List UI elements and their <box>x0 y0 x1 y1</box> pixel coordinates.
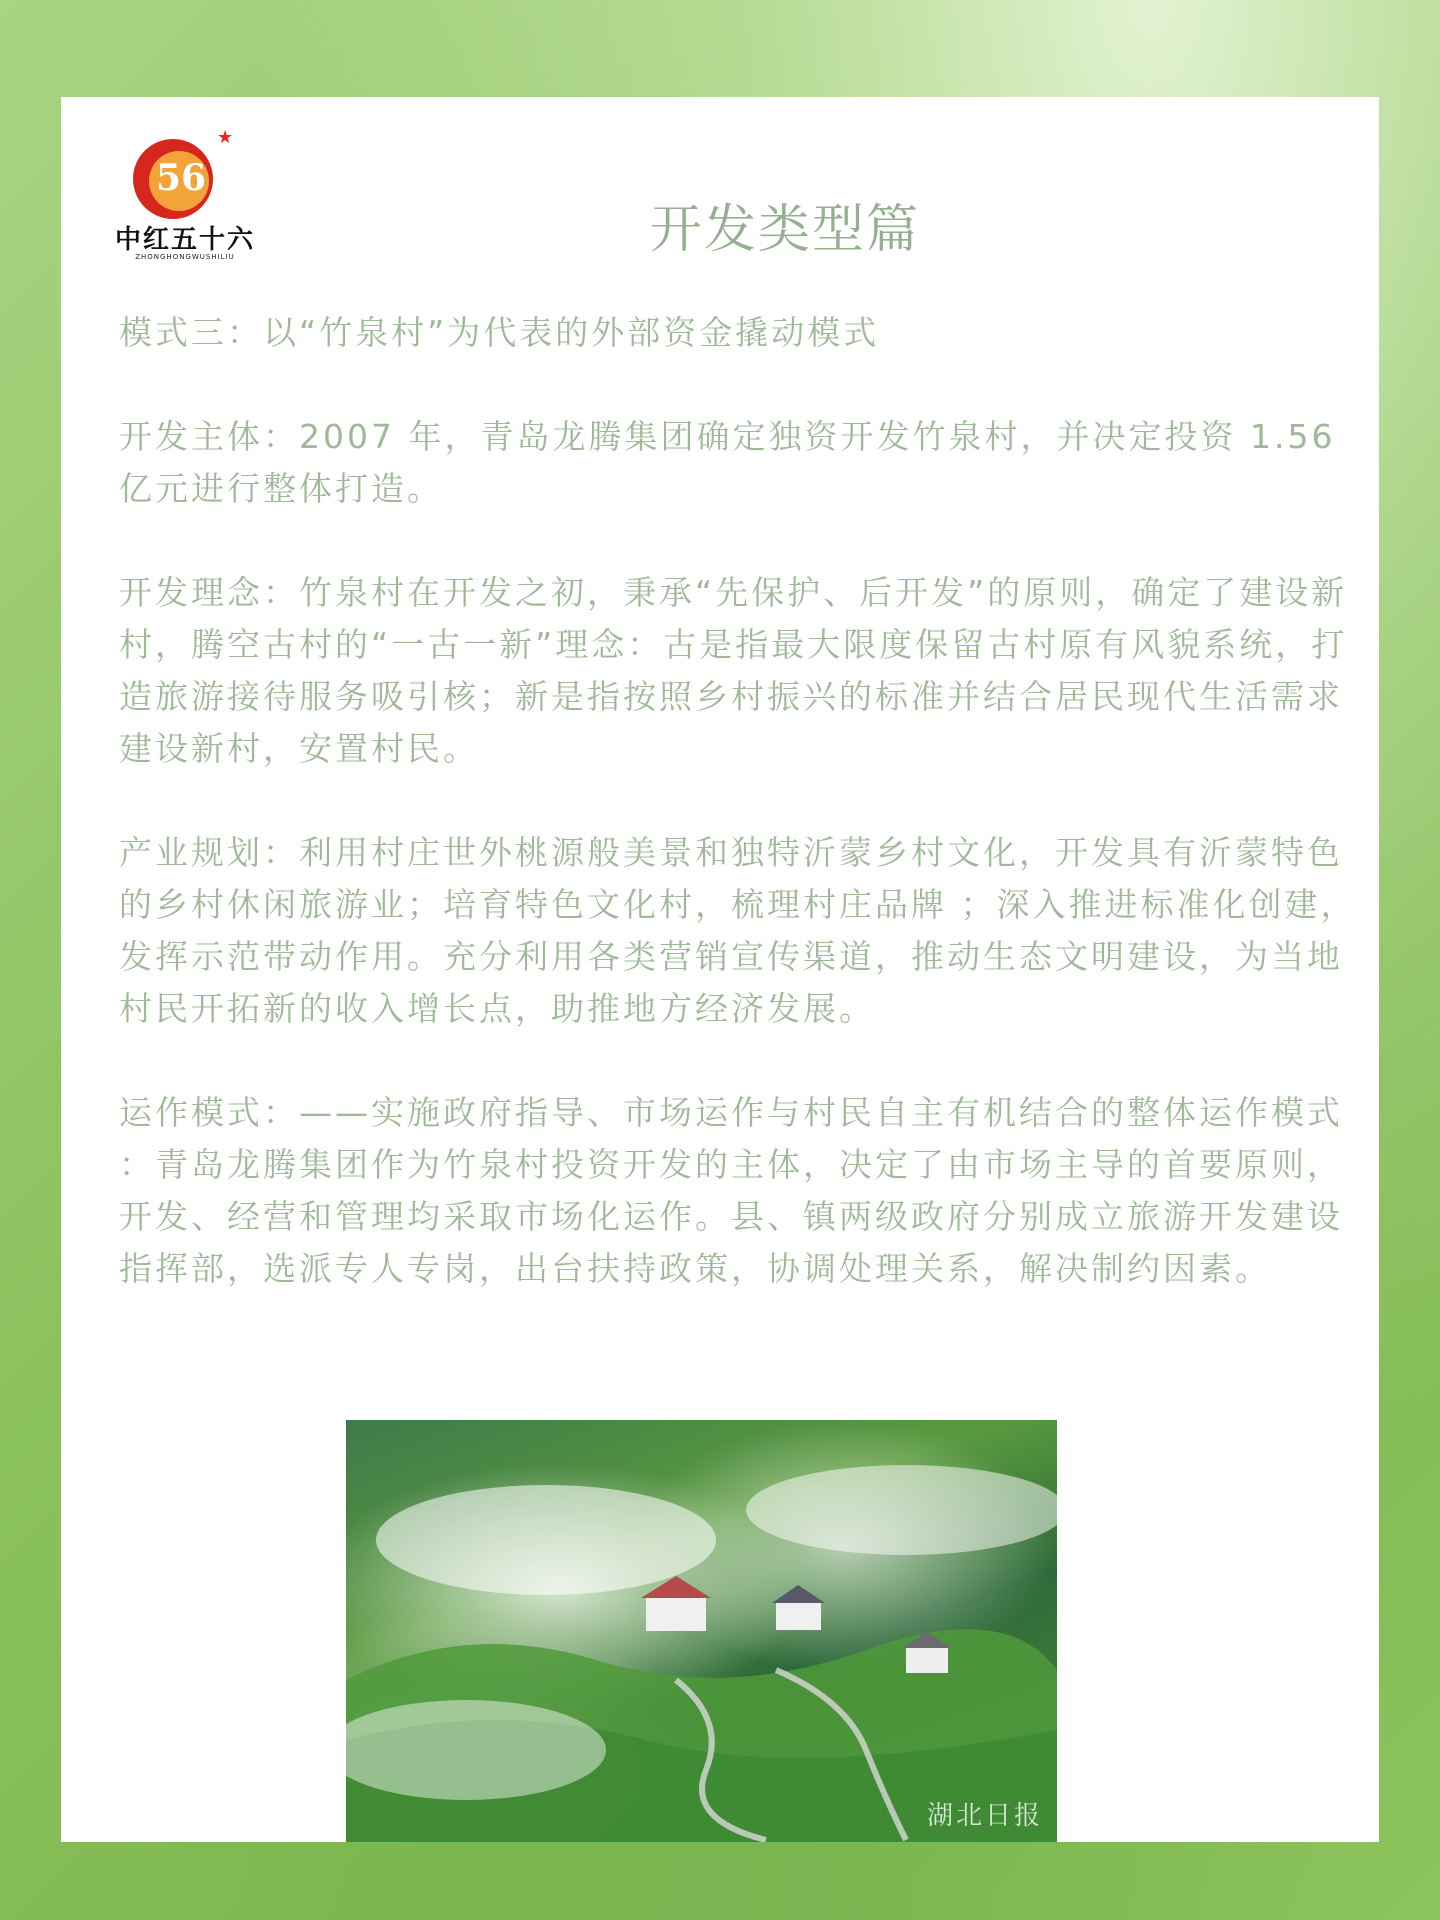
logo-number: 56 <box>155 157 207 199</box>
paragraph-concept: 开发理念：竹泉村在开发之初，秉承“先保护、后开发”的原则，确定了建设新村，腾空古村的“一古一新”理念：古是指最大限度保留古村原有风貌系统，打造旅游接待服务吸引核；新是指按照乡村振兴的标准并结合居民现代生活需求建设新村，安置村民。 <box>119 573 1348 768</box>
village-photo <box>346 1420 1057 1842</box>
star-icon: ★ <box>217 127 234 148</box>
page-title: 开发类型篇 <box>649 200 920 260</box>
paragraph-mode: 模式三：以“竹泉村”为代表的外部资金撬动模式 <box>119 313 880 352</box>
article-body <box>119 307 1359 1347</box>
paragraph-operation: 运作模式：——实施政府指导、市场运作与村民自主有机结合的整体运作模式 ：青岛龙腾集团作为竹泉村投资开发的主体，决定了由市场主导的首要原则，开发、经营和管理均采取市场化运作。县、镇两级政府分别成立旅游开发建设指挥部，选派专人专岗，出台扶持政策，协调处理关系，解决制约因素。 <box>119 1093 1343 1288</box>
photo-illustration <box>346 1420 1057 1842</box>
logo-subtitle: ZHONGHONGWUSHILIU <box>135 253 235 261</box>
logo-name: 中红五十六 <box>114 225 255 255</box>
paragraph-industry: 产业规划：利用村庄世外桃源般美景和独特沂蒙乡村文化，开发具有沂蒙特色的乡村休闲旅游业；培育特色文化村，梳理村庄品牌 ；深入推进标准化创建，发挥示范带动作用。充分利用各类营销宣传渠道，推动生态文明建设，为当地村民开拓新的收入增长点，助推地方经济发展。 <box>119 833 1357 1028</box>
paragraph-subject: 开发主体：2007 年，青岛龙腾集团确定独资开发竹泉村，并决定投资 1.56 亿元进行整体打造。 <box>119 417 1336 508</box>
photo-watermark: 湖北日报 <box>926 1801 1043 1831</box>
content-card <box>61 97 1379 1842</box>
